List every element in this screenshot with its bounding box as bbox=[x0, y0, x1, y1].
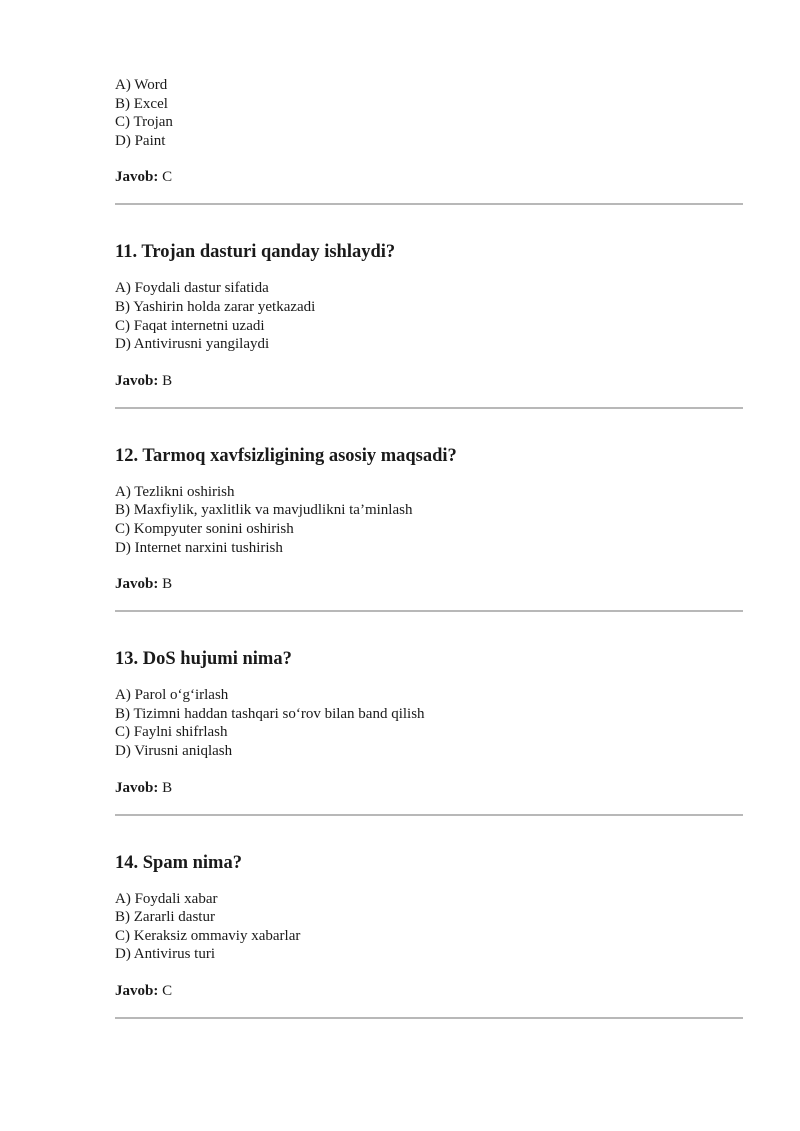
option-b: B) Excel bbox=[115, 95, 168, 112]
question-block-10 bbox=[115, 76, 743, 205]
option-a: A) Tezlikni oshirish bbox=[115, 483, 235, 500]
divider bbox=[115, 407, 743, 409]
question-block-12 bbox=[115, 445, 743, 612]
answer-value: C bbox=[162, 982, 173, 999]
question-title: 11. Trojan dasturi qanday ishlaydi? bbox=[115, 242, 396, 263]
divider bbox=[115, 203, 743, 205]
answer-line bbox=[115, 372, 743, 390]
question-title: 14. Spam nima? bbox=[115, 852, 242, 873]
option-c: C) Faylni shifrlash bbox=[115, 724, 228, 741]
answer-label: Javob: bbox=[115, 372, 159, 389]
option-c: C) Faqat internetni uzadi bbox=[115, 317, 265, 334]
option-b: B) Tizimni haddan tashqari so‘rov bilan band qilish bbox=[115, 705, 425, 722]
option-c: C) Kompyuter sonini oshirish bbox=[115, 520, 294, 537]
question-block-14 bbox=[115, 852, 743, 1019]
option-d: D) Antivirusni yangilaydi bbox=[115, 336, 270, 353]
answer-value: B bbox=[162, 372, 173, 389]
options-list bbox=[115, 76, 743, 150]
option-a: A) Foydali xabar bbox=[115, 890, 218, 907]
options-list bbox=[115, 890, 743, 964]
option-c: C) Trojan bbox=[115, 114, 173, 131]
option-c: C) Keraksiz ommaviy xabarlar bbox=[115, 927, 301, 944]
option-b: B) Maxfiylik, yaxlitlik va mavjudlikni ta’minlash bbox=[115, 502, 413, 519]
options-list bbox=[115, 686, 743, 760]
option-b: B) Yashirin holda zarar yetkazadi bbox=[115, 298, 316, 315]
divider bbox=[115, 814, 743, 816]
document-page bbox=[115, 76, 743, 1019]
answer-line bbox=[115, 779, 743, 797]
option-d: D) Paint bbox=[115, 132, 166, 149]
answer-value: C bbox=[162, 169, 173, 186]
answer-label: Javob: bbox=[115, 169, 159, 186]
options-list bbox=[115, 279, 743, 353]
option-a: A) Foydali dastur sifatida bbox=[115, 280, 269, 297]
divider bbox=[115, 610, 743, 612]
question-block-11 bbox=[115, 241, 743, 408]
divider bbox=[115, 1017, 743, 1019]
option-d: D) Internet narxini tushirish bbox=[115, 539, 283, 556]
question-title: 12. Tarmoq xavfsizligining asosiy maqsadi? bbox=[115, 445, 457, 466]
question-block-13 bbox=[115, 648, 743, 815]
question-title: 13. DoS hujumi nima? bbox=[115, 649, 292, 670]
options-list bbox=[115, 483, 743, 557]
answer-line bbox=[115, 575, 743, 593]
option-d: D) Antivirus turi bbox=[115, 946, 215, 963]
answer-value: B bbox=[162, 576, 173, 593]
option-b: B) Zararli dastur bbox=[115, 909, 215, 926]
answer-line bbox=[115, 168, 743, 186]
answer-label: Javob: bbox=[115, 576, 159, 593]
option-a: A) Word bbox=[115, 77, 168, 93]
option-d: D) Virusni aniqlash bbox=[115, 742, 233, 759]
option-a: A) Parol o‘g‘irlash bbox=[115, 687, 229, 704]
answer-line bbox=[115, 982, 743, 1000]
answer-label: Javob: bbox=[115, 779, 159, 796]
answer-value: B bbox=[162, 779, 173, 796]
answer-label: Javob: bbox=[115, 982, 159, 999]
